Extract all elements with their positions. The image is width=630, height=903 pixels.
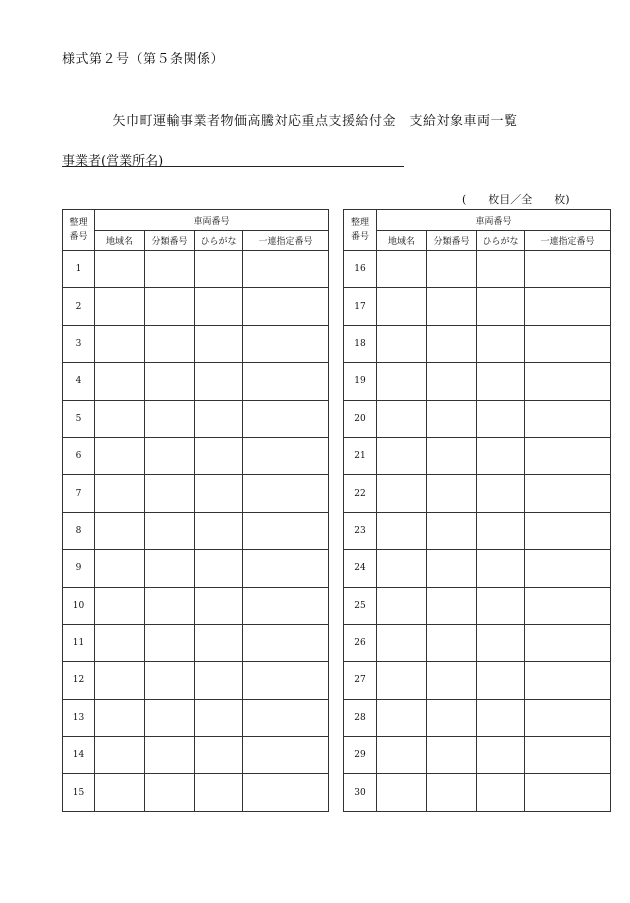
region-cell[interactable] [377,737,427,774]
classification-cell[interactable] [145,475,195,512]
header-vehicle-number: 車両番号 [377,210,611,231]
table-row [63,363,329,400]
row-number: 7 [63,475,95,512]
classification-cell[interactable] [145,512,195,549]
classification-cell[interactable] [145,363,195,400]
header-number: 整理 番号 [63,210,95,251]
serial-cell[interactable] [243,774,329,811]
region-cell[interactable] [95,774,145,811]
classification-cell[interactable] [427,512,477,549]
classification-cell[interactable] [427,699,477,736]
header-number: 整理 番号 [344,210,377,251]
row-number: 3 [63,325,95,362]
region-cell[interactable] [95,325,145,362]
row-number: 29 [344,737,377,774]
classification-cell[interactable] [145,587,195,624]
serial-cell[interactable] [525,662,611,699]
classification-cell[interactable] [145,737,195,774]
row-number: 15 [63,774,95,811]
row-number: 8 [63,512,95,549]
region-cell[interactable] [377,475,427,512]
table-row [63,475,329,512]
region-cell[interactable] [377,550,427,587]
classification-cell[interactable] [427,363,477,400]
hiragana-cell[interactable] [195,437,243,474]
row-number: 30 [344,774,377,811]
hiragana-cell[interactable] [477,288,525,325]
region-cell[interactable] [95,437,145,474]
header-hiragana: ひらがな [477,231,525,251]
table-row [63,400,329,437]
region-cell[interactable] [95,662,145,699]
region-cell[interactable] [377,512,427,549]
region-cell[interactable] [95,512,145,549]
classification-cell[interactable] [427,737,477,774]
table-row [344,475,611,512]
hiragana-cell[interactable] [477,363,525,400]
row-number: 11 [63,624,95,661]
header-hiragana: ひらがな [195,231,243,251]
region-cell[interactable] [95,288,145,325]
header-region: 地域名 [95,231,145,251]
hiragana-cell[interactable] [477,662,525,699]
serial-cell[interactable] [525,512,611,549]
row-number: 6 [63,437,95,474]
row-number: 1 [63,251,95,288]
serial-cell[interactable] [525,400,611,437]
table-row [63,699,329,736]
hiragana-cell[interactable] [195,512,243,549]
table-row [344,437,611,474]
table-row [63,737,329,774]
row-number: 23 [344,512,377,549]
classification-cell[interactable] [427,624,477,661]
row-number: 24 [344,550,377,587]
hiragana-cell[interactable] [195,475,243,512]
business-name-field[interactable] [62,150,404,167]
business-name-label: 事業者(営業所名) [62,154,164,169]
row-number: 17 [344,288,377,325]
region-cell[interactable] [95,624,145,661]
row-number: 9 [63,550,95,587]
table-row [63,662,329,699]
serial-cell[interactable] [243,699,329,736]
vehicle-table-left [62,209,329,812]
classification-cell[interactable] [427,774,477,811]
row-number: 14 [63,737,95,774]
serial-cell[interactable] [525,288,611,325]
hiragana-cell[interactable] [195,325,243,362]
serial-cell[interactable] [525,737,611,774]
table-row [344,624,611,661]
serial-cell[interactable] [525,437,611,474]
row-number: 5 [63,400,95,437]
hiragana-cell[interactable] [477,550,525,587]
table-row [63,587,329,624]
header-serial: 一連指定番号 [243,231,329,251]
vehicle-table-right [343,209,611,812]
hiragana-cell[interactable] [195,400,243,437]
table-row [344,737,611,774]
region-cell[interactable] [377,699,427,736]
hiragana-cell[interactable] [195,624,243,661]
region-cell[interactable] [95,475,145,512]
table-row [63,437,329,474]
classification-cell[interactable] [145,699,195,736]
row-number: 26 [344,624,377,661]
classification-cell[interactable] [427,251,477,288]
row-number: 12 [63,662,95,699]
row-number: 27 [344,662,377,699]
table-row [63,624,329,661]
region-cell[interactable] [95,363,145,400]
hiragana-cell[interactable] [477,512,525,549]
header-classification: 分類番号 [145,231,195,251]
table-row [63,288,329,325]
hiragana-cell[interactable] [477,437,525,474]
row-number: 16 [344,251,377,288]
serial-cell[interactable] [243,587,329,624]
row-number: 10 [63,587,95,624]
classification-cell[interactable] [427,437,477,474]
serial-cell[interactable] [243,737,329,774]
classification-cell[interactable] [427,587,477,624]
table-row [63,512,329,549]
table-row [344,512,611,549]
hiragana-cell[interactable] [477,251,525,288]
hiragana-cell[interactable] [477,774,525,811]
hiragana-cell[interactable] [477,699,525,736]
hiragana-cell[interactable] [477,624,525,661]
classification-cell[interactable] [145,288,195,325]
region-cell[interactable] [95,587,145,624]
serial-cell[interactable] [243,512,329,549]
table-row [344,400,611,437]
serial-cell[interactable] [525,774,611,811]
region-cell[interactable] [377,400,427,437]
hiragana-cell[interactable] [477,587,525,624]
table-row [344,251,611,288]
table-row [63,251,329,288]
serial-cell[interactable] [525,363,611,400]
serial-cell[interactable] [525,624,611,661]
classification-cell[interactable] [427,400,477,437]
table-row [344,363,611,400]
classification-cell[interactable] [427,325,477,362]
region-cell[interactable] [95,251,145,288]
classification-cell[interactable] [427,288,477,325]
table-row [344,774,611,811]
table-row [344,662,611,699]
serial-cell[interactable] [525,587,611,624]
region-cell[interactable] [377,325,427,362]
classification-cell[interactable] [427,662,477,699]
row-number: 19 [344,363,377,400]
hiragana-cell[interactable] [195,587,243,624]
table-row [344,550,611,587]
serial-cell[interactable] [243,251,329,288]
row-number: 21 [344,437,377,474]
document-title: 矢巾町運輸事業者物価高騰対応重点支援給付金 支給対象車両一覧 [112,114,518,129]
hiragana-cell[interactable] [195,662,243,699]
table-row [63,550,329,587]
serial-cell[interactable] [525,699,611,736]
header-vehicle-number: 車両番号 [95,210,329,231]
classification-cell[interactable] [145,662,195,699]
hiragana-cell[interactable] [477,325,525,362]
row-number: 25 [344,587,377,624]
hiragana-cell[interactable] [195,251,243,288]
classification-cell[interactable] [145,624,195,661]
row-number: 22 [344,475,377,512]
table-row [63,325,329,362]
classification-cell[interactable] [145,774,195,811]
hiragana-cell[interactable] [195,699,243,736]
table-row [344,699,611,736]
serial-cell[interactable] [243,437,329,474]
header-region: 地域名 [377,231,427,251]
hiragana-cell[interactable] [195,363,243,400]
region-cell[interactable] [377,662,427,699]
hiragana-cell[interactable] [195,288,243,325]
hiragana-cell[interactable] [195,550,243,587]
serial-cell[interactable] [243,624,329,661]
classification-cell[interactable] [427,475,477,512]
serial-cell[interactable] [243,325,329,362]
serial-cell[interactable] [525,251,611,288]
row-number: 2 [63,288,95,325]
serial-cell[interactable] [525,550,611,587]
region-cell[interactable] [95,737,145,774]
row-number: 4 [63,363,95,400]
region-cell[interactable] [95,550,145,587]
serial-cell[interactable] [525,475,611,512]
serial-cell[interactable] [243,400,329,437]
region-cell[interactable] [377,363,427,400]
table-row [63,774,329,811]
row-number: 13 [63,699,95,736]
header-serial: 一連指定番号 [525,231,611,251]
region-cell[interactable] [95,699,145,736]
classification-cell[interactable] [427,550,477,587]
sheet-count: ( 枚目／全 枚) [462,193,570,206]
classification-cell[interactable] [145,550,195,587]
region-cell[interactable] [377,288,427,325]
region-cell[interactable] [377,437,427,474]
serial-cell[interactable] [243,288,329,325]
hiragana-cell[interactable] [477,737,525,774]
form-number: 様式第２号（第５条関係） [62,52,225,67]
serial-cell[interactable] [243,550,329,587]
region-cell[interactable] [377,251,427,288]
table-row [344,288,611,325]
region-cell[interactable] [377,774,427,811]
row-number: 18 [344,325,377,362]
serial-cell[interactable] [525,325,611,362]
region-cell[interactable] [95,400,145,437]
header-classification: 分類番号 [427,231,477,251]
classification-cell[interactable] [145,325,195,362]
serial-cell[interactable] [243,363,329,400]
hiragana-cell[interactable] [195,737,243,774]
table-row [344,587,611,624]
row-number: 28 [344,699,377,736]
region-cell[interactable] [377,587,427,624]
serial-cell[interactable] [243,662,329,699]
classification-cell[interactable] [145,400,195,437]
hiragana-cell[interactable] [477,400,525,437]
hiragana-cell[interactable] [195,774,243,811]
serial-cell[interactable] [243,475,329,512]
row-number: 20 [344,400,377,437]
classification-cell[interactable] [145,437,195,474]
classification-cell[interactable] [145,251,195,288]
table-row [344,325,611,362]
region-cell[interactable] [377,624,427,661]
hiragana-cell[interactable] [477,475,525,512]
